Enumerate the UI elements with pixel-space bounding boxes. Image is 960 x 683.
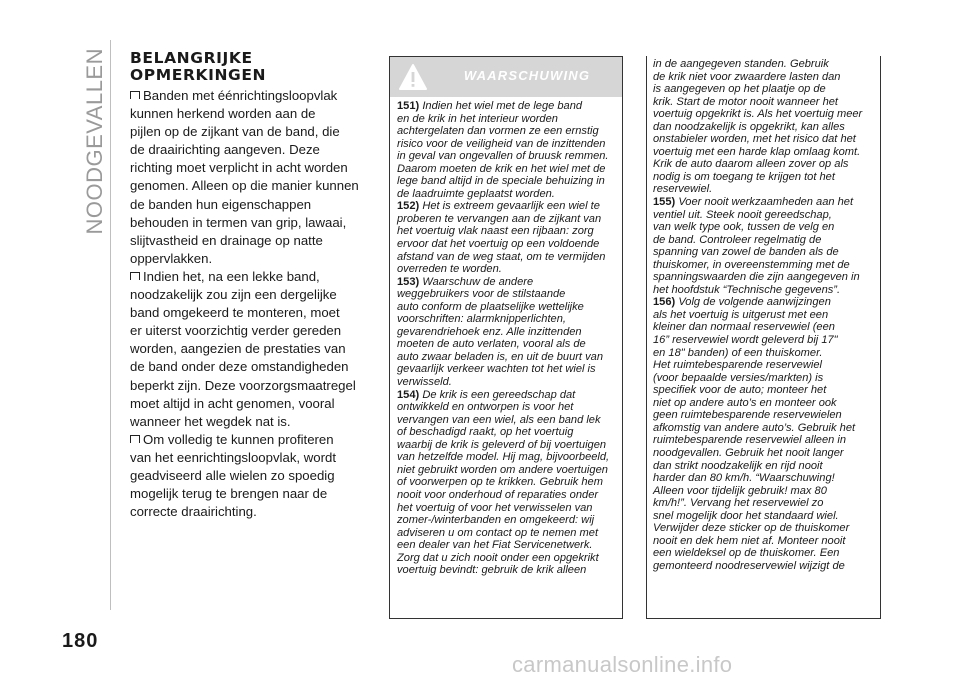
warning-line xyxy=(653,121,875,134)
line-text: behouden in termen van grip, lawaai, xyxy=(130,214,347,230)
text-line xyxy=(130,286,375,304)
warning-line xyxy=(397,138,617,151)
line-text: als het voertuig is uitgerust met een xyxy=(653,308,829,321)
warning-line xyxy=(653,347,875,360)
line-text: wanneer het wegdek nat is. xyxy=(130,413,291,429)
warning-title: WAARSCHUWING xyxy=(463,68,591,83)
warning-line xyxy=(397,326,617,339)
section-heading xyxy=(130,50,375,84)
line-text: achtergelaten dan vormen ze een ernstig xyxy=(397,125,599,138)
warning-line xyxy=(653,158,875,171)
warning-line xyxy=(397,163,617,176)
line-text: Indien het wiel met de lege band xyxy=(422,100,583,112)
warning-line xyxy=(653,409,875,422)
warning-line xyxy=(653,522,875,535)
warning-number: 155) xyxy=(653,196,676,209)
line-text: nodig is om toegang te krijgen tot het xyxy=(653,170,835,183)
text-line xyxy=(130,123,375,141)
line-text: zomer-/winterbanden en omgekeerd: wij xyxy=(397,514,595,527)
text-line xyxy=(130,87,375,105)
line-text: mogelijk terug te brengen naar de xyxy=(130,486,328,502)
warning-line xyxy=(397,225,617,238)
line-text: reservewiel. xyxy=(653,183,713,196)
line-text: Om volledig te kunnen profiteren xyxy=(143,431,334,447)
warning-line xyxy=(397,514,617,527)
warning-number: 151) xyxy=(397,100,420,112)
line-text: afstand van de weg staat, om te vermijden xyxy=(397,250,606,263)
text-line xyxy=(130,503,375,521)
line-text: lege band altijd in de speciale behuizing in xyxy=(397,175,605,188)
line-text: harder dan 80 km/h. “Waarschuwing! xyxy=(653,472,835,485)
warning-line xyxy=(653,447,875,460)
line-text: de band onder deze omstandigheden xyxy=(130,359,349,375)
line-text: voertuig opgekrikt is. Als het voertuig meer xyxy=(653,108,863,121)
text-line xyxy=(130,304,375,322)
text-line xyxy=(130,431,375,449)
line-text: km/h!”. Vervang het reservewiel zo xyxy=(653,497,824,510)
line-text: Waarschuw de andere xyxy=(422,275,534,288)
line-text: Krik de auto daarom alleen zover op als xyxy=(653,158,849,171)
line-text: band omgekeerd te monteren, moet xyxy=(130,305,340,321)
line-text: beperkt zijn. Deze voorzorgsmaatregel xyxy=(130,377,356,393)
warning-number: 153) xyxy=(397,275,420,288)
line-text: dan noodzakelijk is opgekrikt, kan alles xyxy=(653,120,845,133)
warning-continuation-text xyxy=(647,56,880,572)
line-text: verwisseld. xyxy=(397,376,452,389)
line-text: overreden te worden. xyxy=(397,263,502,276)
line-text: dan strikt noodzakelijk en rijd nooit xyxy=(653,459,823,472)
text-line xyxy=(130,340,375,358)
line-text: vervangen van een wiel, als een band lek xyxy=(397,413,601,426)
warning-line xyxy=(653,434,875,447)
warning-line xyxy=(653,284,875,297)
line-text: worden, aangezien de prestaties van xyxy=(130,341,346,357)
warning-line xyxy=(653,146,875,159)
warning-number: 154) xyxy=(397,388,420,401)
line-text: spanning van zowel de banden als de xyxy=(653,246,839,259)
line-text: nooit en dek hem niet af. Monteer nooit xyxy=(653,534,846,547)
warning-line xyxy=(397,552,617,565)
warning-line xyxy=(653,460,875,473)
warning-box xyxy=(389,56,623,619)
line-text: specifiek voor de auto; monteer het xyxy=(653,384,827,397)
line-text: gevaarlijk verkeer wachten tot het wiel is xyxy=(397,363,596,376)
text-line xyxy=(130,196,375,214)
line-text: Zorg dat u zich nooit onder een opgekrikt xyxy=(397,551,599,564)
line-text: en 18" banden) of een thuiskomer. xyxy=(653,346,823,359)
line-text: de band. Controleer regelmatig de xyxy=(653,233,822,246)
warning-header xyxy=(390,57,622,97)
warning-line xyxy=(397,213,617,226)
warning-line xyxy=(397,338,617,351)
chapter-title: NOODGEVALLEN xyxy=(82,48,107,235)
line-text: pijlen op de zijkant van de band, die xyxy=(130,124,340,140)
warning-line xyxy=(397,476,617,489)
line-text: kunnen herkend worden aan de xyxy=(130,106,316,122)
warning-line xyxy=(397,414,617,427)
watermark-text: carmanualsonline.info xyxy=(512,652,733,677)
important-notes-column xyxy=(130,50,375,521)
line-text: van welk type ook, tussen de velg en xyxy=(653,221,835,234)
line-text: is aangegeven op het plaatje op de xyxy=(653,83,826,96)
line-text: slijtvastheid en drainage op natte xyxy=(130,232,323,248)
warning-line xyxy=(653,372,875,385)
line-text: Volg de volgende aanwijzingen xyxy=(678,296,831,309)
line-text: De krik is een gereedschap dat xyxy=(422,388,576,401)
text-line xyxy=(130,377,375,395)
warning-line xyxy=(397,100,617,113)
line-text: Indien het, na een lekke band, xyxy=(143,268,320,284)
line-text: (voor bepaalde versies/markten) is xyxy=(653,371,824,384)
line-text: niet gebruikt worden om andere voertuigen xyxy=(397,463,608,476)
line-text: de krik niet voor zwaardere lasten dan xyxy=(653,70,841,83)
warning-line xyxy=(397,301,617,314)
side-divider xyxy=(110,40,111,610)
line-text: Verwijder deze sticker op de thuiskomer xyxy=(653,522,850,535)
warning-line xyxy=(653,497,875,510)
text-line xyxy=(130,322,375,340)
warning-line xyxy=(653,485,875,498)
line-text: onstabieler worden, met het risico dat het xyxy=(653,133,856,146)
line-text: spanningswaarden die zijn aangegeven in xyxy=(653,271,860,284)
warning-line xyxy=(653,71,875,84)
text-line xyxy=(130,467,375,485)
line-text: ontwikkeld en ontworpen is voor het xyxy=(397,401,574,414)
line-text: het hoofdstuk “Technische gegevens”. xyxy=(653,283,841,296)
warning-continuation-box xyxy=(646,56,881,619)
text-line xyxy=(130,485,375,503)
line-text: weggebruikers voor de stilstaande xyxy=(397,288,566,301)
line-text: afkomstig van andere auto’s. Gebruik het xyxy=(653,421,856,434)
line-text: auto conform de plaatselijke wettelijke xyxy=(397,300,584,313)
warning-line xyxy=(397,451,617,464)
warning-line xyxy=(653,510,875,523)
line-text: het voertuig of voor het verwisselen van xyxy=(397,501,593,514)
line-text: 16” reservewiel wordt geleverd bij 17" xyxy=(653,334,838,347)
warning-line xyxy=(653,296,875,309)
page-number: 180 xyxy=(62,630,99,652)
warning-line xyxy=(653,221,875,234)
line-text: krik. Start de motor nooit wanneer het xyxy=(653,95,838,108)
warning-line xyxy=(653,83,875,96)
warning-line xyxy=(397,263,617,276)
warning-line xyxy=(653,108,875,121)
line-text: Banden met éénrichtingsloopvlak xyxy=(143,88,338,103)
warning-line xyxy=(653,547,875,560)
warning-line xyxy=(653,309,875,322)
warning-line xyxy=(397,564,617,577)
line-text: Het ruimtebesparende reservewiel xyxy=(653,359,822,372)
warning-line xyxy=(397,113,617,126)
line-text: van hetzelfde model. Hij mag, bijvoorbeeld, xyxy=(397,451,610,464)
line-text: adviseren u om contact op te nemen met xyxy=(397,526,599,539)
line-text: de draairichting aangeven. Deze xyxy=(130,142,320,158)
warning-number: 152) xyxy=(397,200,420,213)
warning-line xyxy=(653,183,875,196)
line-text: Alleen voor tijdelijk gebruik! max 80 xyxy=(653,484,827,497)
line-text: geen ruimtebesparende reservewielen xyxy=(653,409,842,422)
warning-line xyxy=(653,58,875,71)
warning-line xyxy=(397,502,617,515)
line-text: noodgevallen. Gebruik het nooit langer xyxy=(653,446,844,459)
warning-line xyxy=(397,539,617,552)
line-text: proberen te vervangen aan de zijkant van xyxy=(397,212,602,225)
line-text: de banden hun eigenschappen xyxy=(130,196,312,212)
line-text: niet op andere auto’s en monteer ook xyxy=(653,396,837,409)
warning-line xyxy=(397,150,617,163)
text-line xyxy=(130,105,375,123)
text-line xyxy=(130,250,375,268)
intro-paragraph xyxy=(130,87,375,521)
warning-line xyxy=(397,313,617,326)
warning-line xyxy=(653,246,875,259)
warning-line xyxy=(653,321,875,334)
line-text: kleiner dan normaal reservewiel (een xyxy=(653,321,835,334)
line-text: er uiterst voorzichtig verder gereden xyxy=(130,323,342,339)
text-line xyxy=(130,395,375,413)
warning-line xyxy=(397,527,617,540)
line-text: oppervlakken. xyxy=(130,250,213,266)
line-text: een dealer van het Fiat Servicenetwerk. xyxy=(397,539,593,552)
line-text: genomen. Alleen op die manier kunnen xyxy=(130,178,359,194)
line-text: risico voor de veiligheid van de inzittenden xyxy=(397,137,606,150)
warning-line xyxy=(653,133,875,146)
line-text: ventiel uit. Steek nooit gereedschap, xyxy=(653,208,832,221)
line-text: voertuig met een harde klap omlaag komt. xyxy=(653,145,861,158)
warning-line xyxy=(653,535,875,548)
warning-line xyxy=(397,439,617,452)
line-text: de laadruimte geplaatst worden. xyxy=(397,187,555,200)
warning-line xyxy=(653,359,875,372)
line-text: in geval van ongevallen of bruusk remmen. xyxy=(397,150,609,163)
warning-line xyxy=(653,234,875,247)
heading-line: BELANGRIJKE xyxy=(130,49,253,67)
warning-line xyxy=(653,472,875,485)
warning-line xyxy=(397,489,617,502)
line-text: thuiskomer, in overeenstemming met de xyxy=(653,258,850,271)
warning-line xyxy=(653,209,875,222)
line-text: nooit voor onderhoud of reparaties onder xyxy=(397,488,599,501)
text-line xyxy=(130,141,375,159)
warning-text xyxy=(390,97,622,577)
warning-line xyxy=(397,401,617,414)
warning-line xyxy=(397,125,617,138)
line-text: moet altijd in acht genomen, vooral xyxy=(130,395,335,411)
line-text: het voertuig vlak naast een rijbaan: zorg xyxy=(397,225,594,238)
warning-line xyxy=(397,200,617,213)
line-text: Voer nooit werkzaamheden aan het xyxy=(678,196,854,209)
warning-line xyxy=(397,351,617,364)
warning-number: 156) xyxy=(653,296,676,309)
heading-line: OPMERKINGEN xyxy=(130,66,267,84)
text-line xyxy=(130,358,375,376)
line-text: Het is extreem gevaarlijk een wiel te xyxy=(422,200,600,213)
warning-line xyxy=(653,96,875,109)
warning-line xyxy=(397,238,617,251)
warning-line xyxy=(397,389,617,402)
line-text: gemonteerd noodreservewiel wijzigt de xyxy=(653,559,845,572)
warning-line xyxy=(397,251,617,264)
line-text: correcte draairichting. xyxy=(130,504,257,520)
warning-line xyxy=(653,334,875,347)
text-line xyxy=(130,214,375,232)
warning-line xyxy=(653,259,875,272)
warning-line xyxy=(653,384,875,397)
warning-line xyxy=(653,196,875,209)
line-text: moeten de auto verlaten, vooral als de xyxy=(397,338,586,351)
text-line xyxy=(130,268,375,286)
text-line xyxy=(130,413,375,431)
warning-line xyxy=(397,363,617,376)
line-text: voorschriften: alarmknipperlichten, xyxy=(397,313,566,326)
text-line xyxy=(130,177,375,195)
warning-line xyxy=(653,397,875,410)
line-text: voertuig bevindt: gebruik de krik alleen xyxy=(397,564,587,577)
bullet-marker-icon xyxy=(130,435,140,443)
text-line xyxy=(130,232,375,250)
line-text: of voorwerpen op te krikken. Gebruik hem xyxy=(397,476,603,489)
warning-line xyxy=(653,171,875,184)
line-text: snel mogelijk door het standaard wiel. xyxy=(653,509,839,522)
text-line xyxy=(130,159,375,177)
warning-line xyxy=(397,376,617,389)
line-text: of beschadigd raakt, op het voertuig xyxy=(397,426,574,439)
line-text: noodzakelijk zou zijn een dergelijke xyxy=(130,287,337,303)
line-text: in de aangegeven standen. Gebruik xyxy=(653,58,829,70)
line-text: Daarom moeten de krik en het wiel met de xyxy=(397,162,606,175)
warning-line xyxy=(397,175,617,188)
warning-triangle-icon xyxy=(398,63,428,91)
warning-line xyxy=(397,426,617,439)
chapter-side-tab xyxy=(82,48,108,248)
line-text: een wieldeksel op de thuiskomer. Een xyxy=(653,547,840,560)
line-text: waarbij de krik is geleverd of bij voertuigen xyxy=(397,438,607,451)
line-text: en de krik in het interieur worden xyxy=(397,112,558,125)
bullet-marker-icon xyxy=(130,91,140,99)
line-text: geadviseerd alle wielen zo spoedig xyxy=(130,467,335,483)
warning-line xyxy=(653,271,875,284)
text-line xyxy=(130,449,375,467)
warning-line xyxy=(397,188,617,201)
line-text: auto zwaar beladen is, en uit de buurt van xyxy=(397,350,603,363)
warning-line xyxy=(397,464,617,477)
bullet-marker-icon xyxy=(130,272,140,280)
line-text: van het eenrichtingsloopvlak, wordt xyxy=(130,449,336,465)
line-text: richting moet verplicht in acht worden xyxy=(130,160,348,176)
warning-line xyxy=(653,422,875,435)
line-text: gevarendriehoek enz. Alle inzittenden xyxy=(397,325,582,338)
warning-line xyxy=(397,288,617,301)
warning-line xyxy=(397,276,617,289)
line-text: ruimtebesparende reservewiel alleen in xyxy=(653,434,847,447)
line-text: ervoor dat het voertuig op een voldoende xyxy=(397,238,600,251)
warning-line xyxy=(653,560,875,573)
